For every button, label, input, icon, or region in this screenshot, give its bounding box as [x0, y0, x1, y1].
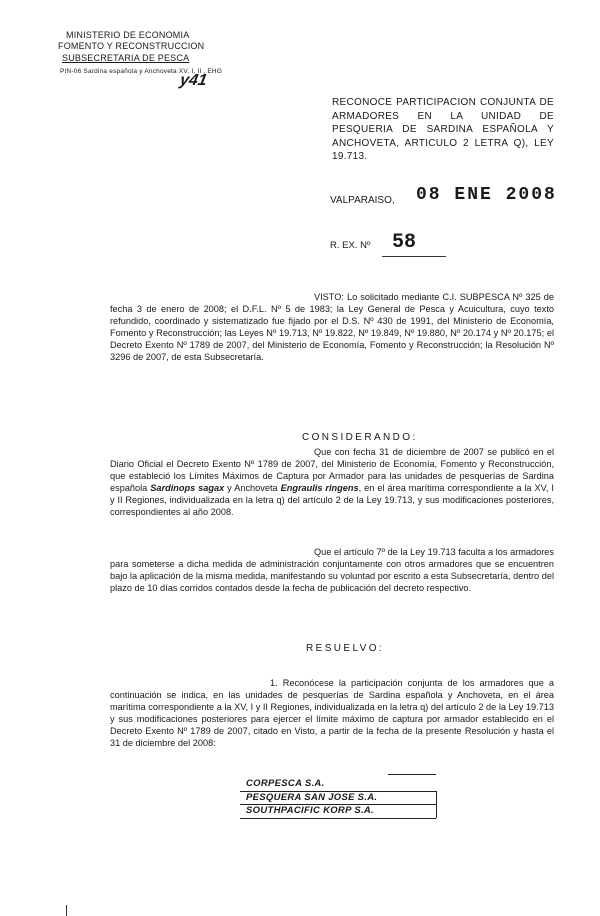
ministry-name: MINISTERIO DE ECONOMIA [66, 30, 190, 40]
resolution-label: R. EX. Nº [330, 240, 371, 251]
company-row: SOUTHPACIFIC KORP S.A. [246, 805, 374, 816]
resolution-subject: RECONOCE PARTICIPACION CONJUNTA DE ARMADORES EN LA UNIDAD DE PESQUERIA DE SARDINA ESPAÑOLA Y ANCHOVETA, ARTICULO 2 LETRA Q), LEY 19.713. [332, 97, 554, 162]
resolution-number: 58 [392, 231, 417, 254]
place-label: VALPARAISO, [330, 195, 395, 206]
handwritten-initials: y41 [178, 72, 209, 89]
companies-table [240, 774, 440, 822]
considerando-paragraph-2 [110, 547, 554, 595]
considerando-text-2: Que el artículo 7º de la Ley 19.713 faculta a los armadores para someterse a dicha medida de administración conjuntamente con otros armadores que se encuentren bajo la aplicación de la misma medida, manifestando su voluntad por escrito a esta Subsecretaría, dentro del plazo de 10 días corridos contados desde la fecha de publicación del decreto respectivo. [110, 547, 554, 593]
ministry-name-line2: FOMENTO Y RECONSTRUCCION [58, 41, 205, 51]
considerando-text-a: Que con fecha 31 de diciembre de 2007 se publicó en el Diario Oficial el Decreto Exento Nº 1789 de 2007, del Ministerio de Economía, Fomento y Reconstrucción, que estableció los Límites Máximos de Captura por Armador para las unidades de pesquerías de Sardina española [110, 447, 554, 493]
visto-paragraph [110, 292, 554, 363]
resuelvo-item-1 [110, 678, 554, 749]
resuelvo-heading: RESUELVO: [306, 643, 385, 654]
visto-lead: VISTO: [314, 292, 344, 302]
table-bottom-line [240, 818, 436, 819]
file-reference: PIN-06 Sardina española y Anchoveta XV, I, II , EHG [60, 68, 223, 75]
considerando-text-c: , en el área marítima correspondiente a la XV, I y II Regiones, individualizada en la letra q) del artículo 2 de la Ley 19.713, y sus modificaciones posteriores, correspondientes al año 2008. [110, 482, 554, 517]
considerando-paragraph-1 [110, 447, 554, 518]
species-anchoveta: Engraulis ringens [280, 482, 359, 493]
species-sardina: Sardinops sagax [150, 482, 225, 493]
company-row: PESQUERA SAN JOSE S.A. [246, 792, 378, 803]
considerando-text-b: y Anchoveta [227, 482, 278, 493]
table-right-border [436, 791, 437, 818]
subsecretaria-name: SUBSECRETARIA DE PESCA [62, 53, 190, 63]
page-corner-mark [66, 905, 77, 916]
visto-text: Lo solicitado mediante C.I. SUBPESCA Nº 325 de fecha 3 de enero de 2008; el D.F.L. Nº 5 de 1983; la Ley General de Pesca y Acuicultura, cuyo texto refundido, coordinado y sistematizado fue fijado por el D.S. Nº 430 de 1991, del Ministerio de Economía, Fomento y Reconstrucción; las Leyes Nº 19.713, Nº 19.822, Nº 19.849, Nº 19.880, Nº 20.174 y Nº 20.175; el Decreto Exento Nº 1789 de 2007, del Ministerio de Economía, Fomento y Reconstrucción; la Resolución Nº 3296 de 2007, de esta Subsecretaría. [110, 292, 554, 362]
considerando-heading: CONSIDERANDO: [302, 432, 418, 443]
date-stamp: 08 ENE 2008 [416, 185, 557, 205]
resuelvo-text-1: 1. Reconócese la participación conjunta de los armadores que a continuación se indica, en las unidades de pesquerías de Sardina española y Anchoveta, en el área marítima correspondiente a la XV, I y II Regiones, individualizada en la letra q) del artículo 2 de la Ley 19.713 y sus modificaciones posteriores para ejercer el límite máximo de captura por armador establecido en el Decreto Exento Nº 1789 de 2007, citado en Visto, a partir de la fecha de la presente Resolución y hasta el 31 de diciembre del 2008: [110, 678, 554, 748]
table-top-line [388, 774, 436, 775]
resolution-number-underline [382, 256, 446, 257]
company-row: CORPESCA S.A. [246, 778, 325, 789]
